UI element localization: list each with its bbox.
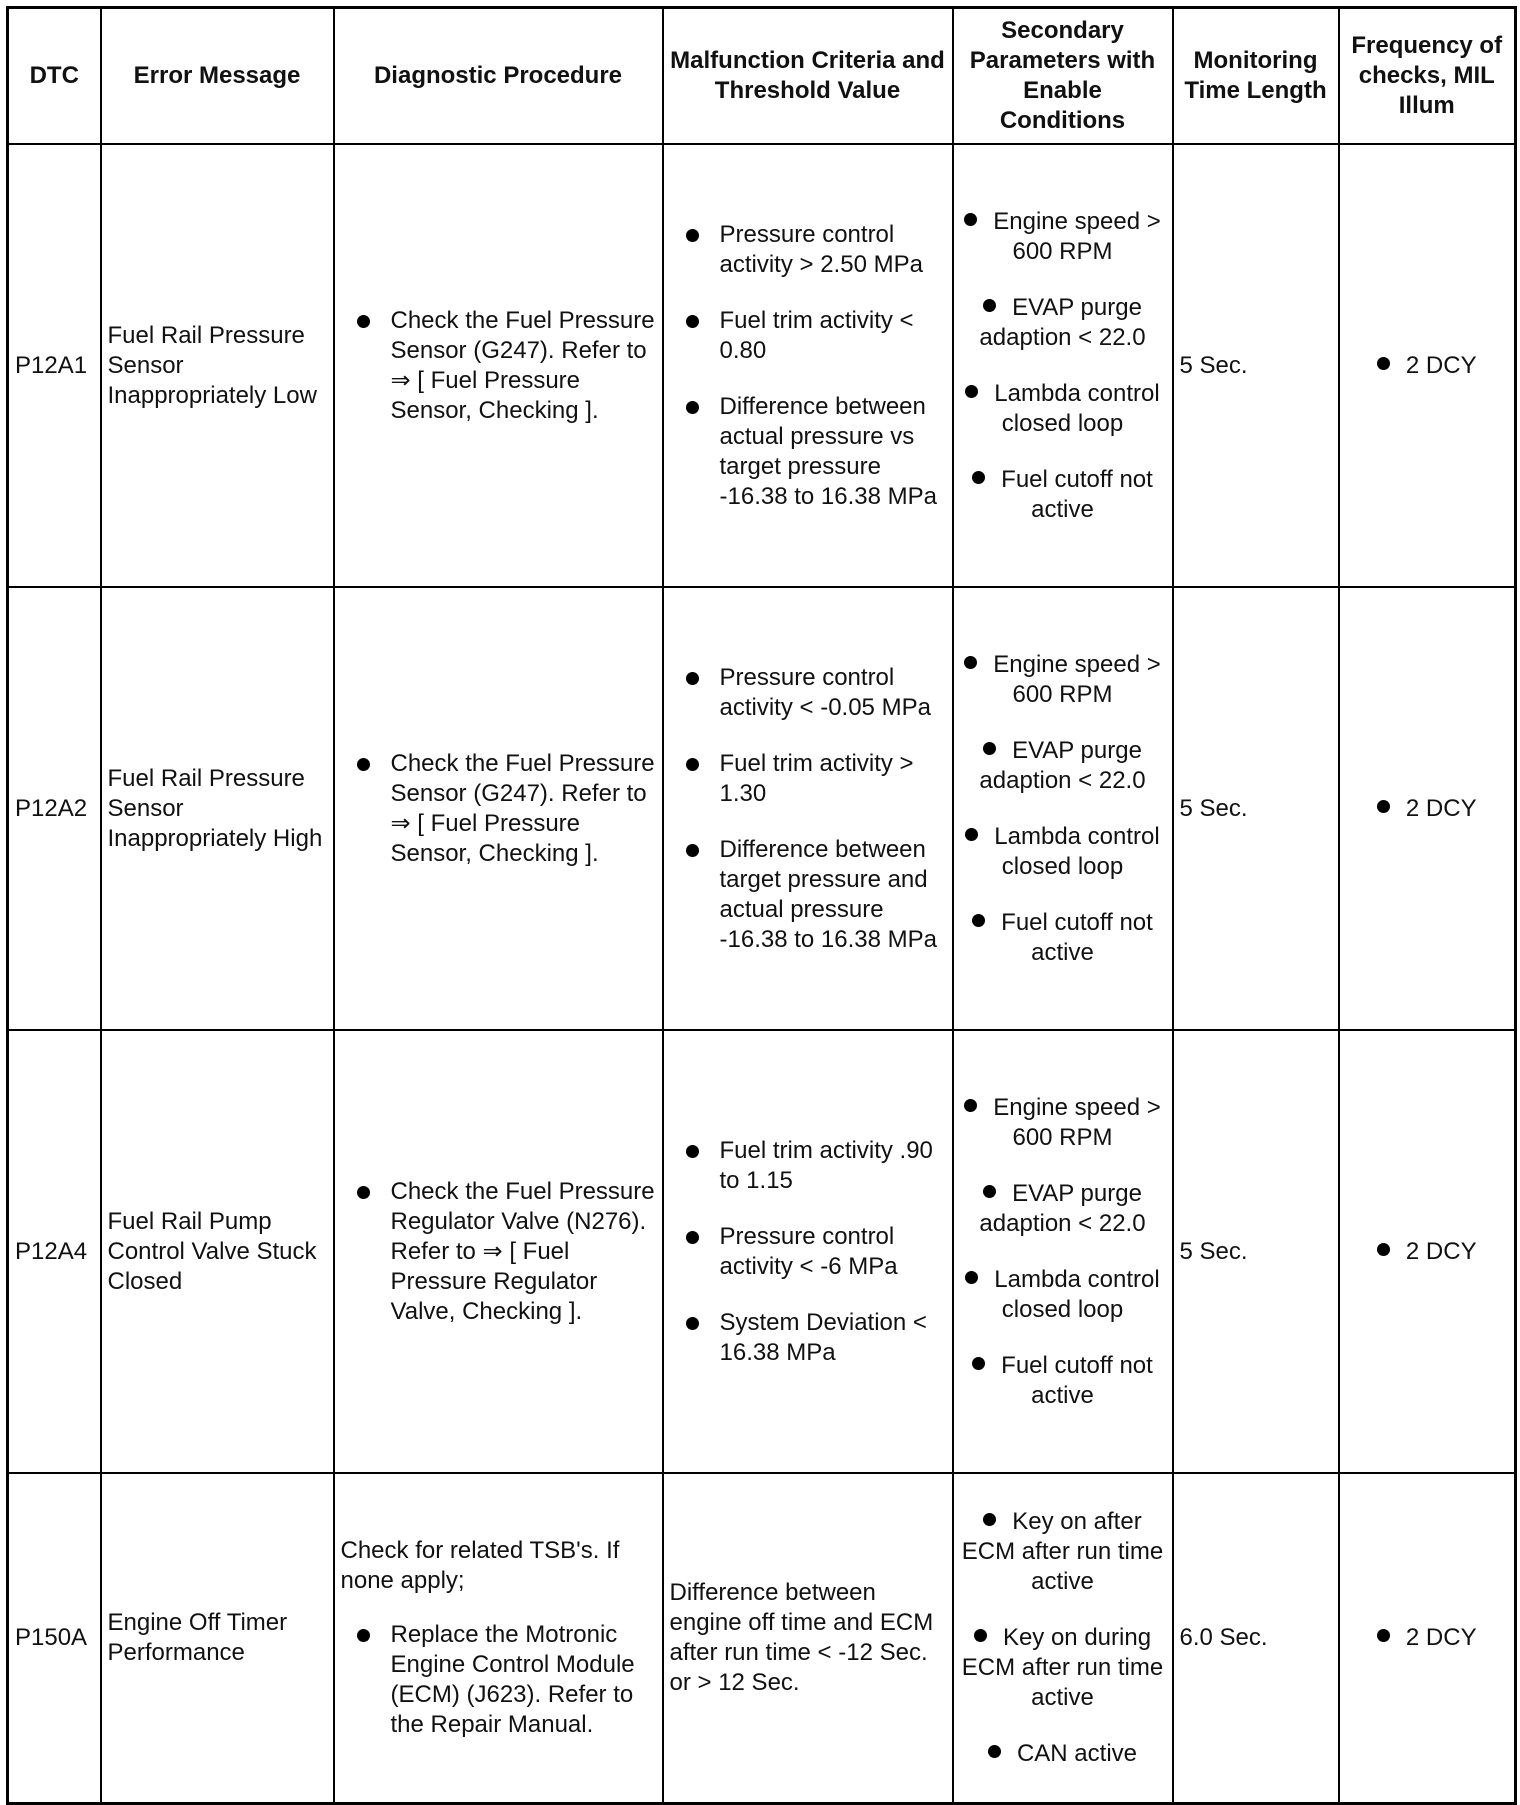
secondary-item: Engine speed > 600 RPM bbox=[960, 650, 1166, 710]
criteria-item: Pressure control activity > 2.50 MPa bbox=[670, 220, 946, 280]
dtc-code: P12A2 bbox=[8, 587, 101, 1030]
procedure-intro: Check for related TSB's. If none apply; bbox=[340, 1536, 620, 1594]
malfunction-criteria bbox=[663, 1030, 953, 1473]
criteria-item: Difference between target pressure and actual pressure -16.38 to 16.38 MPa bbox=[670, 835, 946, 955]
bullet-icon bbox=[974, 1629, 987, 1642]
secondary-item: Lambda control closed loop bbox=[960, 379, 1166, 439]
bullet-icon bbox=[686, 1145, 699, 1158]
table-row bbox=[8, 144, 1516, 587]
bullet-icon bbox=[983, 1185, 996, 1198]
bullet-icon bbox=[964, 1099, 977, 1112]
header-monitoring-time: Monitoring Time Length bbox=[1173, 8, 1339, 145]
secondary-item: Key on during ECM after run time active bbox=[961, 1623, 1164, 1711]
diagnostic-procedure bbox=[334, 1473, 663, 1803]
bullet-icon bbox=[357, 315, 370, 328]
bullet-icon bbox=[1377, 800, 1390, 813]
bullet-icon bbox=[686, 844, 699, 857]
frequency: 2 DCY bbox=[1339, 144, 1516, 587]
monitoring-time: 5 Sec. bbox=[1173, 587, 1339, 1030]
bullet-icon bbox=[686, 229, 699, 242]
error-message: Fuel Rail Pump Control Valve Stuck Closed bbox=[101, 1030, 334, 1473]
procedure-item: Check the Fuel Pressure Sensor (G247). Refer to ⇒ [ Fuel Pressure Sensor, Checking ]. bbox=[341, 306, 656, 426]
bullet-icon bbox=[964, 213, 977, 226]
secondary-item: Lambda control closed loop bbox=[960, 822, 1166, 882]
bullet-icon bbox=[686, 758, 699, 771]
diagnostic-procedure bbox=[334, 587, 663, 1030]
criteria-item: Pressure control activity < -0.05 MPa bbox=[670, 663, 946, 723]
secondary-parameters bbox=[953, 587, 1173, 1030]
secondary-item: Engine speed > 600 RPM bbox=[960, 207, 1166, 267]
dtc-table bbox=[6, 6, 1517, 1805]
criteria-item: Fuel trim activity .90 to 1.15 bbox=[670, 1136, 946, 1196]
criteria-item: System Deviation < 16.38 MPa bbox=[670, 1308, 946, 1368]
bullet-icon bbox=[357, 1629, 370, 1642]
bullet-icon bbox=[988, 1745, 1001, 1758]
bullet-icon bbox=[357, 758, 370, 771]
criteria-item: Fuel trim activity > 1.30 bbox=[670, 749, 946, 809]
bullet-icon bbox=[972, 471, 985, 484]
error-message: Engine Off Timer Performance bbox=[101, 1473, 334, 1803]
secondary-item: CAN active bbox=[960, 1739, 1166, 1769]
bullet-icon bbox=[686, 672, 699, 685]
bullet-icon bbox=[983, 299, 996, 312]
malfunction-criteria bbox=[663, 144, 953, 587]
header-row bbox=[8, 8, 1516, 145]
bullet-icon bbox=[972, 914, 985, 927]
monitoring-time: 5 Sec. bbox=[1173, 144, 1339, 587]
secondary-item: EVAP purge adaption < 22.0 bbox=[979, 293, 1146, 351]
dtc-code: P12A1 bbox=[8, 144, 101, 587]
malfunction-criteria bbox=[663, 587, 953, 1030]
bullet-icon bbox=[686, 1231, 699, 1244]
diagnostic-procedure bbox=[334, 1030, 663, 1473]
secondary-item: Fuel cutoff not active bbox=[960, 908, 1166, 968]
dtc-code: P150A bbox=[8, 1473, 101, 1803]
diagnostic-procedure bbox=[334, 144, 663, 587]
frequency: 2 DCY bbox=[1339, 1030, 1516, 1473]
bullet-icon bbox=[686, 401, 699, 414]
monitoring-time: 5 Sec. bbox=[1173, 1030, 1339, 1473]
bullet-icon bbox=[686, 315, 699, 328]
bullet-icon bbox=[983, 742, 996, 755]
secondary-item: Key on after ECM after run time active bbox=[961, 1507, 1164, 1595]
bullet-icon bbox=[965, 828, 978, 841]
secondary-parameters bbox=[953, 1473, 1173, 1803]
secondary-item: EVAP purge adaption < 22.0 bbox=[979, 736, 1146, 794]
dtc-code: P12A4 bbox=[8, 1030, 101, 1473]
header-diagnostic-procedure: Diagnostic Procedure bbox=[334, 8, 663, 145]
bullet-icon bbox=[972, 1357, 985, 1370]
table-row bbox=[8, 587, 1516, 1030]
secondary-parameters bbox=[953, 144, 1173, 587]
secondary-item: Fuel cutoff not active bbox=[960, 1351, 1166, 1411]
procedure-item: Check the Fuel Pressure Regulator Valve (N276). Refer to ⇒ [ Fuel Pressure Regulator Valve, Checking ]. bbox=[341, 1177, 656, 1327]
bullet-icon bbox=[965, 1271, 978, 1284]
bullet-icon bbox=[357, 1186, 370, 1199]
secondary-parameters bbox=[953, 1030, 1173, 1473]
bullet-icon bbox=[1377, 1243, 1390, 1256]
table-row bbox=[8, 1030, 1516, 1473]
procedure-item: Replace the Motronic Engine Control Module (ECM) (J623). Refer to the Repair Manual. bbox=[341, 1620, 656, 1740]
secondary-item: Lambda control closed loop bbox=[960, 1265, 1166, 1325]
header-error-message: Error Message bbox=[101, 8, 334, 145]
bullet-icon bbox=[983, 1513, 996, 1526]
monitoring-time: 6.0 Sec. bbox=[1173, 1473, 1339, 1803]
secondary-item: EVAP purge adaption < 22.0 bbox=[979, 1179, 1146, 1237]
header-frequency: Frequency of checks, MIL Illum bbox=[1339, 8, 1516, 145]
header-secondary-parameters: Secondary Parameters with Enable Conditions bbox=[953, 8, 1173, 145]
bullet-icon bbox=[965, 385, 978, 398]
bullet-icon bbox=[686, 1317, 699, 1330]
header-malfunction-criteria: Malfunction Criteria and Threshold Value bbox=[663, 8, 953, 145]
error-message: Fuel Rail Pressure Sensor Inappropriately High bbox=[101, 587, 334, 1030]
criteria-item: Fuel trim activity < 0.80 bbox=[670, 306, 946, 366]
criteria-item: Pressure control activity < -6 MPa bbox=[670, 1222, 946, 1282]
bullet-icon bbox=[964, 656, 977, 669]
malfunction-criteria: Difference between engine off time and ECM after run time < -12 Sec. or > 12 Sec. bbox=[663, 1473, 953, 1803]
bullet-icon bbox=[1377, 1629, 1390, 1642]
frequency: 2 DCY bbox=[1339, 587, 1516, 1030]
secondary-item: Engine speed > 600 RPM bbox=[960, 1093, 1166, 1153]
error-message: Fuel Rail Pressure Sensor Inappropriately Low bbox=[101, 144, 334, 587]
header-dtc: DTC bbox=[8, 8, 101, 145]
table-row bbox=[8, 1473, 1516, 1803]
secondary-item: Fuel cutoff not active bbox=[960, 465, 1166, 525]
procedure-item: Check the Fuel Pressure Sensor (G247). Refer to ⇒ [ Fuel Pressure Sensor, Checking ]. bbox=[341, 749, 656, 869]
frequency: 2 DCY bbox=[1339, 1473, 1516, 1803]
bullet-icon bbox=[1377, 357, 1390, 370]
criteria-item: Difference between actual pressure vs target pressure -16.38 to 16.38 MPa bbox=[670, 392, 946, 512]
